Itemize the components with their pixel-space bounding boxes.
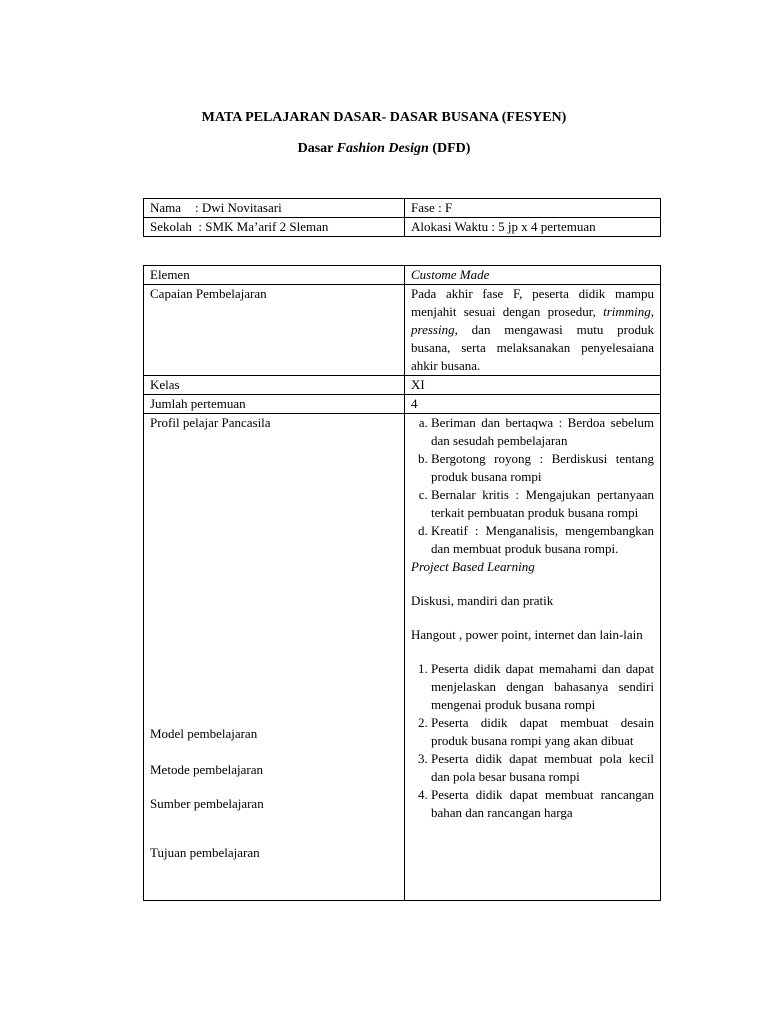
nama-value: : Dwi Novitasari [195,200,282,215]
model-label: Model pembelajaran [150,726,258,741]
sekolah-value: : SMK Ma’arif 2 Sleman [198,219,329,234]
elemen-value: Custome Made [405,266,661,285]
learning-table [143,265,661,901]
subtitle-prefix: Dasar [297,141,337,156]
row-kelas [144,376,661,395]
row-capaian [144,285,661,376]
list-item: a. Beriman dan bertaqwa : Berdoa sebelum dan sesudah pembelajaran [431,414,654,450]
fase-cell: Fase : F [405,199,661,218]
jumlah-label: Jumlah pertemuan [144,395,405,414]
profil-label: Profil pelajar Pancasila [150,415,271,430]
tujuan-label: Tujuan pembelajaran [150,845,260,860]
jumlah-value: 4 [405,395,661,414]
row-elemen [144,266,661,285]
list-item: d. Kreatif : Menganalisis, mengembangkan dan membuat produk busana rompi. [431,522,654,558]
sekolah-cell [144,218,405,237]
nama-label: Nama [150,200,182,215]
capaian-text-2: dan mengawasi mutu produk busana, serta melaksanakan penyelesaiana ahkir busana. [411,322,654,373]
values-cell [405,414,661,901]
list-item: 1. Peserta didik dapat memahami dan dapat menjelaskan dengan bahasanya sendiri mengenai produk busana rompi [431,660,654,714]
list-item: c. Bernalar kritis : Mengajukan pertanyaan terkait pembuatan produk busana rompi [431,486,654,522]
kelas-label: Kelas [144,376,405,395]
labels-cell [144,414,405,901]
identity-row-1 [144,199,661,218]
alokasi-cell: Alokasi Waktu : 5 jp x 4 pertemuan [405,218,661,237]
list-item: b. Bergotong royong : Berdiskusi tentang produk busana rompi [431,450,654,486]
document-subtitle [0,141,768,157]
identity-row-2 [144,218,661,237]
subtitle-italic: Fashion Design [336,141,429,156]
model-value: Project Based Learning [411,559,535,574]
list-item: 4. Peserta didik dapat membuat rancangan bahan dan rancangan harga [431,786,654,822]
nama-cell [144,199,405,218]
tujuan-list [411,660,654,822]
capaian-value [405,285,661,376]
capaian-text-1: Pada akhir fase F, peserta didik mampu menjahit sesuai dengan prosedur, [411,286,654,319]
document-title: MATA PELAJARAN DASAR- DASAR BUSANA (FESYEN) [201,110,567,125]
profil-list [411,414,654,558]
metode-value: Diskusi, mandiri dan pratik [411,593,554,608]
capaian-label: Capaian Pembelajaran [144,285,405,376]
sekolah-label: Sekolah [150,219,192,234]
row-profil [144,414,661,901]
kelas-value: XI [405,376,661,395]
elemen-label: Elemen [144,266,405,285]
list-item: 3. Peserta didik dapat membuat pola kecil dan pola besar busana rompi [431,750,654,786]
identity-table [143,198,661,237]
sumber-label: Sumber pembelajaran [150,796,264,811]
sumber-value: Hangout , power point, internet dan lain-lain [411,627,643,642]
subtitle-suffix: (DFD) [428,141,471,156]
row-jumlah [144,395,661,414]
list-item: 2. Peserta didik dapat membuat desain produk busana rompi yang akan dibuat [431,714,654,750]
capaian-text-italic: trimming, pressing, [411,304,654,337]
metode-label: Metode pembelajaran [150,762,263,777]
